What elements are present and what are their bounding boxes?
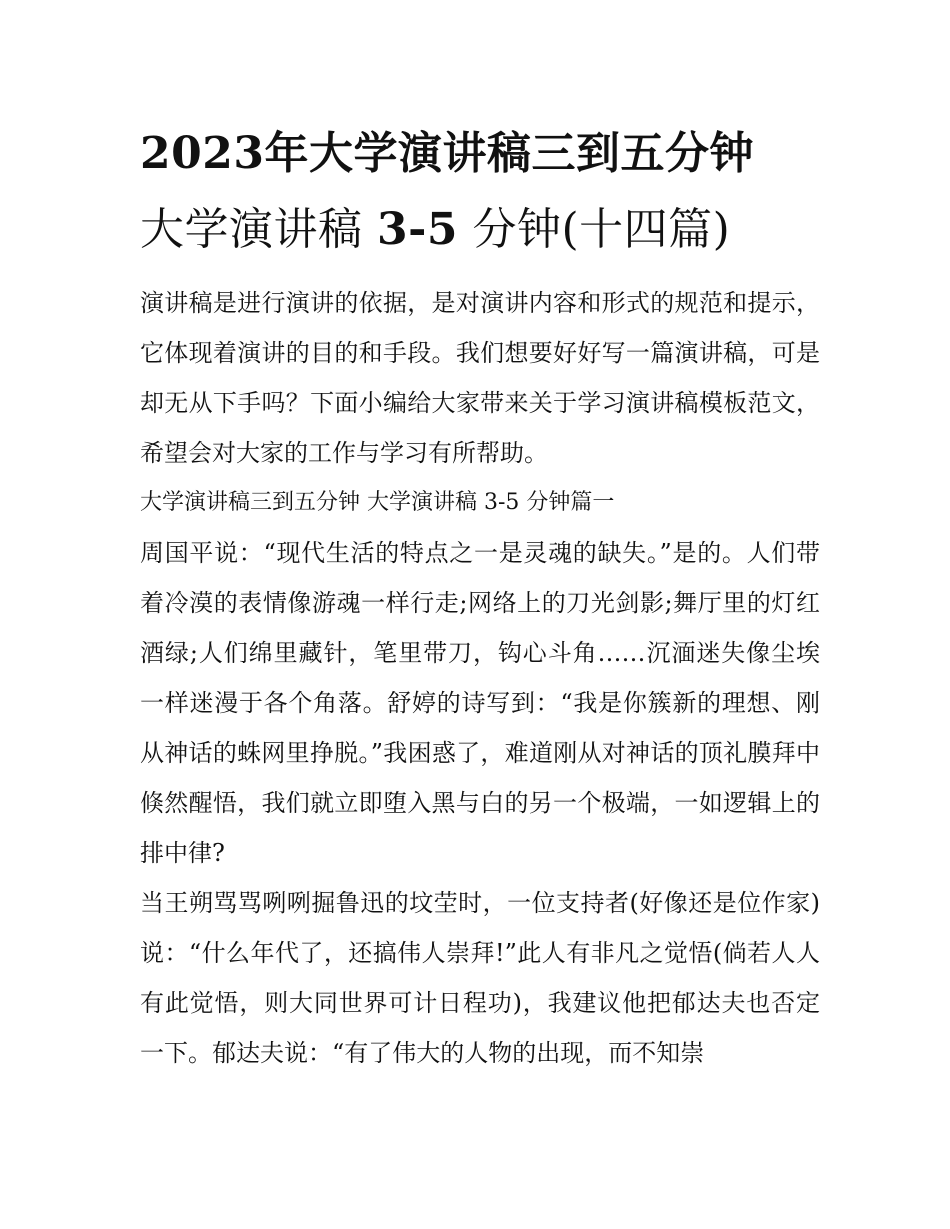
- body-paragraph-1: 周国平说：“现代生活的特点之一是灵魂的缺失。”是的。人们带着冷漠的表情像游魂一样行走;网络上的刀光剑影;舞厅里的灯红酒绿;人们绵里藏针，笔里带刀，钩心斗角……沉湎迷失像尘埃一样迷漫于各个角落。舒婷的诗写到：“我是你簇新的理想、刚从神话的蛛网里挣脱。”我困惑了，难道刚从对神话的顶礼膜拜中倏然醒悟，我们就立即堕入黑与白的另一个极端，一如逻辑上的排中律?: [140, 539, 820, 867]
- title-line-2: [140, 192, 820, 268]
- title-line-1: [140, 116, 820, 192]
- body-paragraph-2: 当王朔骂骂咧咧掘鲁迅的坟茔时，一位支持者(好像还是位作家)说：“什么年代了，还搞伟人崇拜!”此人有非凡之觉悟(倘若人人有此觉悟，则大同世界可计日程功)，我建议他把郁达夫也否定一下。郁达夫说：“有了伟大的人物的出现，而不知崇: [140, 889, 820, 1067]
- document-page: [140, 116, 820, 1078]
- title-line-2-prefix: 大学演讲稿: [140, 204, 377, 255]
- title-line-2-suffix: 分钟(十四篇): [458, 204, 731, 255]
- intro-paragraph: 演讲稿是进行演讲的依据，是对演讲内容和形式的规范和提示，它体现着演讲的目的和手段。我们想要好好写一篇演讲稿，可是却无从下手吗？下面小编给大家带来关于学习演讲稿模板范文，希望会对大家的工作与学习有所帮助。: [140, 289, 820, 467]
- document-title: [140, 116, 820, 268]
- section-heading: 大学演讲稿三到五分钟 大学演讲稿 3-5 分钟篇一: [140, 490, 615, 515]
- title-line-2-bold: 3-5: [377, 204, 458, 255]
- title-line-1-text: 2023年大学演讲稿三到五分钟: [140, 128, 754, 179]
